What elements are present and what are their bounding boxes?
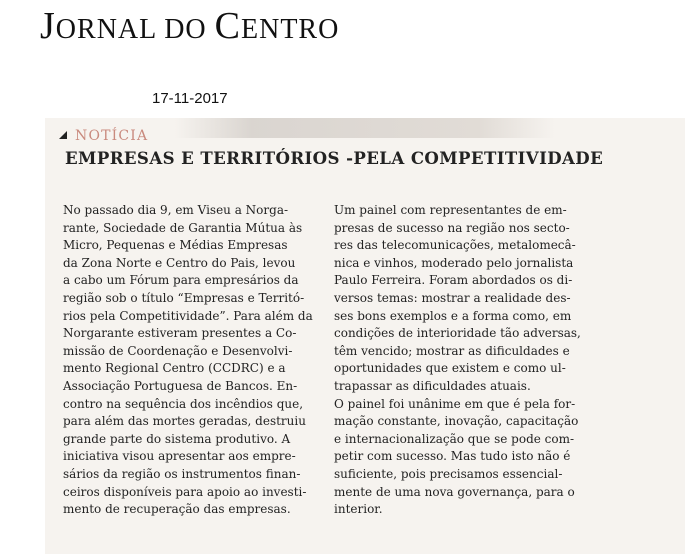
text-line: Paulo Ferreira. Foram abordados os di- [334,273,573,288]
clipping-date: 17-11-2017 [152,90,228,107]
text-line: iniciativa visou apresentar aos empre- [63,449,296,464]
text-line: grande parte do sistema produtivo. A [63,431,291,446]
text-line: sários da região os instrumentos finan- [63,466,301,481]
article-column-left [63,202,327,519]
text-line: para além das mortes geradas, destruiu [63,414,306,429]
text-line: da Zona Norte e Centro do Pais, levou [63,255,296,270]
text-line: trapassar as dificuldades atuais. [334,378,531,393]
text-line: mente de uma nova governança, para o [334,484,575,499]
text-line: interior. [334,502,383,517]
section-label [59,128,148,144]
masthead-letters: J [40,5,56,47]
text-line: suficiente, pois precisamos essencial- [334,466,563,481]
text-line: res das telecomunicações, metalomecâ- [334,238,576,253]
text-line: rante, Sociedade de Garantia Mútua às [63,220,303,235]
masthead-letters: ORNAL DO [55,14,215,45]
article-headline: EMPRESAS E TERRITÓRIOS -PELA COMPETITIVIDADE [65,148,604,168]
text-line: oportunidades que existem e como ul- [334,361,566,376]
text-line: missão de Coordenação e Desenvolvi- [63,343,293,358]
text-line: têm vencido; mostrar as dificuldades e [334,343,570,358]
text-line: mação constante, inovação, capacitação [334,414,579,429]
text-line: Um painel com representantes de em- [334,203,567,217]
text-line: mento de recuperação das empresas. [63,502,291,517]
text-line: rios pela Competitividade”. Para além da [63,308,313,323]
text-line: ses bons exemplos e a forma como, em [334,308,572,323]
section-label-text: NOTÍCIA [75,128,149,144]
article-clipping [45,118,685,554]
text-line: versos temas: mostrar a realidade des- [334,290,571,305]
text-line: O painel foi unânime em que é pela for- [334,396,576,411]
text-line: condições de interioridade tão adversas, [334,326,581,341]
text-line: petir com sucesso. Mas tudo isto não é [334,449,571,464]
text-line: ceiros disponíveis para apoio ao investi- [63,484,307,499]
text-line: contro na sequência dos incêndios que, [63,396,304,411]
text-line: Associação Portuguesa de Bancos. En- [63,378,298,393]
masthead-letters: ENTRO [241,14,340,45]
text-line: No passado dia 9, em Viseu a Norga- [63,203,289,217]
text-line: presas de sucesso na região nos secto- [334,220,570,235]
text-line: nica e vinhos, moderado pelo jornalista [334,255,574,270]
text-line: Micro, Pequenas e Médias Empresas [63,238,288,253]
text-line: e internacionalização que se pode com- [334,431,575,446]
newspaper-masthead [40,4,339,48]
text-line: região sob o título “Empresas e Territó- [63,290,305,305]
text-line: a cabo um Fórum para empresários da [63,273,299,288]
text-line: mento Regional Centro (CCDRC) e a [63,361,286,376]
triangle-bullet-icon [59,131,67,139]
article-column-right [334,202,598,519]
masthead-letters: C [214,5,241,47]
text-line: Norgarante estiveram presentes a Co- [63,326,297,341]
